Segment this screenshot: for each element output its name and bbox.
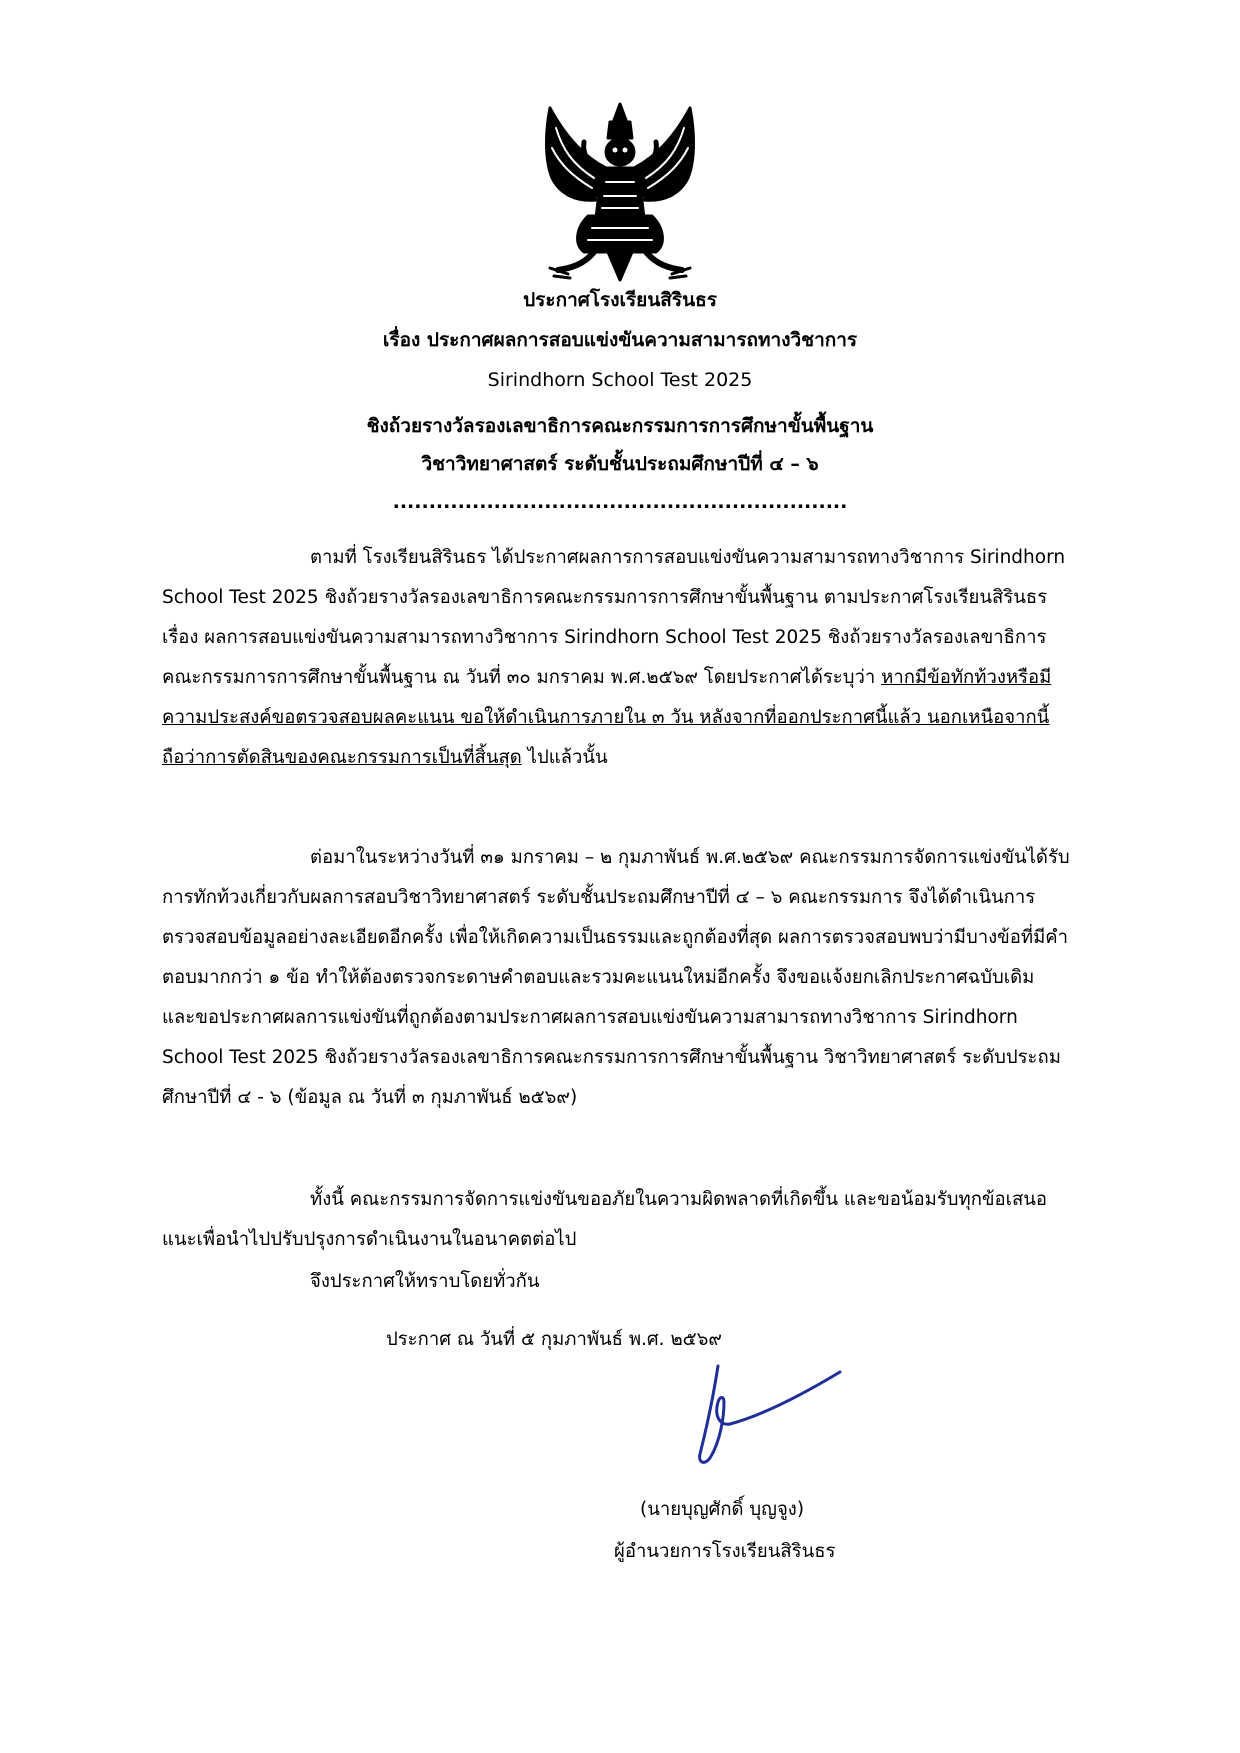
paragraph-3-text: ทั้งนี้ คณะกรรมการจัดการแข่งขันขออภัยในความผิดพลาดที่เกิดขึ้น และขอน้อมรับทุกข้อเสนอแนะเพื่อนำไปปรับปรุงการดำเนินงานในอนาคตต่อไป [162,1189,1048,1250]
header-trophy: ชิงถ้วยรางวัลรองเลขาธิการคณะกรรมการการศึกษาขั้นพื้นฐาน [366,415,874,437]
header-level: วิชาวิทยาศาสตร์ ระดับชั้นประถมศึกษาปีที่ ๔ – ๖ [421,453,819,475]
header-test-name: Sirindhorn School Test 2025 [487,369,753,391]
paragraph-2 [162,838,1072,1118]
signer-name: (นายบุญศักดิ์ บุญจูง) [640,1499,805,1520]
garuda-emblem-icon [536,98,704,286]
paragraph-1-ending: ไปแล้วนั้น [521,747,608,768]
paragraph-1-underlined: หากมีข้อทักท้วงหรือมีความประสงค์ขอตรวจสอบผลคะแนน ขอให้ดำเนินการภายใน ๓ วัน หลังจากที่ออกประกาศนี้แล้ว นอกเหนือจากนี้ถือว่าการตัดสินของคณะกรรมการเป็นที่สิ้นสุด [162,667,1052,768]
paragraph-3 [162,1180,1072,1260]
paragraph-1 [162,538,1072,778]
signer-position: ผู้อำนวยการโรงเรียนสิรินธร [614,1541,836,1562]
header-school: ประกาศโรงเรียนสิรินธร [523,289,717,311]
announce-date: ประกาศ ณ วันที่ ๕ กุมภาพันธ์ พ.ศ. ๒๕๖๙ [386,1329,722,1350]
header-separator: ............................................................... [392,491,848,513]
paragraph-2-text: ต่อมาในระหว่างวันที่ ๓๑ มกราคม – ๒ กุมภาพันธ์ พ.ศ.๒๕๖๙ คณะกรรมการจัดการแข่งขันได้รับการทักท้วงเกี่ยวกับผลการสอบวิชาวิทยาศาสตร์ ระดับชั้นประถมศึกษาปีที่ ๔ – ๖ คณะกรรมการ จึงได้ดำเนินการตรวจสอบข้อมูลอย่างละเอียดอีกครั้ง เพื่อให้เกิดความเป็นธรรมและถูกต้องที่สุด ผลการตรวจสอบพบว่ามีบางข้อที่มีคำตอบมากกว่า ๑ ข้อ ทำให้ต้องตรวจกระดาษคำตอบและรวมคะแนนใหม่อีกครั้ง จึงขอแจ้งยกเลิกประกาศฉบับเดิม และขอประกาศผลการแข่งขันที่ถูกต้องตามประกาศผลการสอบแข่งขันความสามารถทางวิชาการ Sirindhorn School Test 2025 ชิงถ้วยรางวัลรองเลขาธิการคณะกรรมการการศึกษาขั้นพื้นฐาน วิชาวิทยาศาสตร์ ระดับประถมศึกษาปีที่ ๔ - ๖ (ข้อมูล ณ วันที่ ๓ กุมภาพันธ์ ๒๕๖๙) [162,847,1070,1108]
paragraph-1-text: ตามที่ โรงเรียนสิรินธร ได้ประกาศผลการการสอบแข่งขันความสามารถทางวิชาการ Sirindhorn School Test 2025 ชิงถ้วยรางวัลรองเลขาธิการคณะกรรมการการศึกษาขั้นพื้นฐาน ตามประกาศโรงเรียนสิรินธร เรื่อง ผลการสอบแข่งขันความสามารถทางวิชาการ Sirindhorn School Test 2025 ชิงถ้วยรางวัลรองเลขาธิการคณะกรรมการการศึกษาขั้นพื้นฐาน ณ วันที่ ๓๐ มกราคม พ.ศ.๒๕๖๙ โดยประกาศได้ระบุว่า [162,547,1066,688]
handwritten-signature-icon [690,1362,850,1472]
header-subject: เรื่อง ประกาศผลการสอบแข่งขันความสามารถทางวิชาการ [382,329,858,351]
announce-line: จึงประกาศให้ทราบโดยทั่วกัน [310,1271,540,1292]
